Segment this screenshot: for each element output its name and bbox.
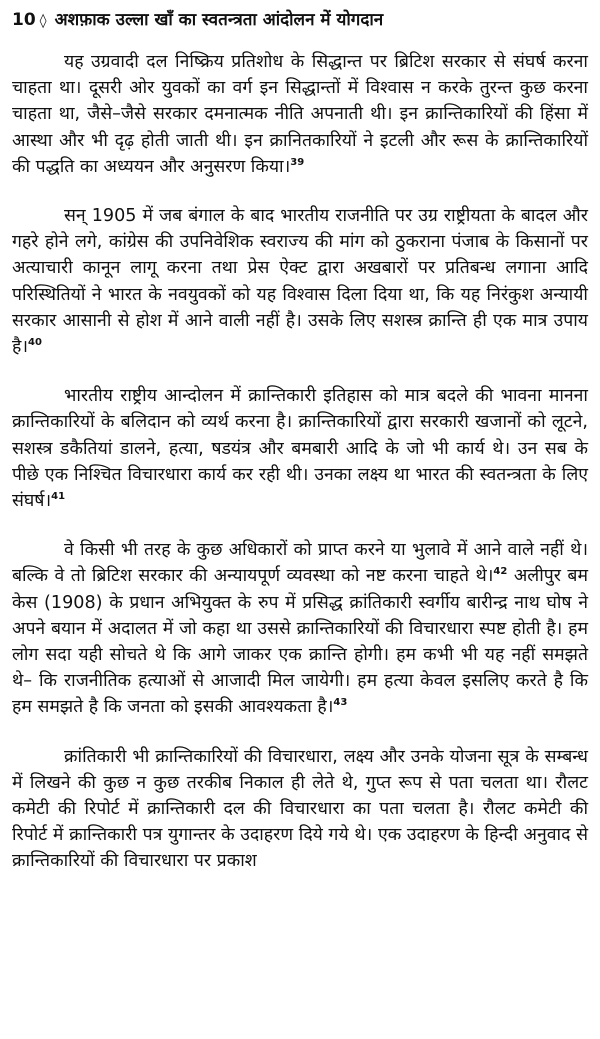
footnote-marker: 40 <box>28 337 42 349</box>
footnote-marker: 41 <box>51 491 66 503</box>
running-header <box>12 8 588 33</box>
paragraph-1: यह उग्रवादी दल निष्क्रिय प्रतिशोध के सिद्धान्त पर ब्रिटिश सरकार से संघर्ष करना चाहता था। दूसरी ओर युवकों का वर्ग इन सिद्धान्तों में विश्वास न करके तुरन्त कुछ करना चाहता था, जैसे–जैसे सरकार दमनात्मक नीति अपनाती थी। इन क्रान्तिकारियों की हिंसा में आस्था और भी दृढ़ होती जाती थी। इन क्रानितकारियों ने इटली और रूस के क्रान्तिकारियों की पद्धति का अध्ययन और अनुसरण किया।$^{39}$ <box>12 52 588 177</box>
running-title: अशफ़ाक उल्ला खाँ का स्वतन्त्रता आंदोलन में योगदान <box>54 10 384 30</box>
footnote-marker: 43 <box>333 697 348 709</box>
paragraph-5: क्रांतिकारी भी क्रान्तिकारियों की विचारधारा, लक्ष्य और उनके योजना सूत्र के सम्बन्ध में लिखने की कुछ न कुछ तरकीब निकाल ही लेते थे, गुप्त रूप से पता चलता था। रौलट कमेटी की रिपोर्ट में क्रान्तिकारी दल की विचारधारा का पता चलता है। रौलट कमेटी की रिपोर्ट में क्रान्तिकारी पत्र युगान्तर के उदाहरण दिये गये थे। एक उदाहरण के हिन्दी अनुवाद से क्रान्तिकारियों की विचारधारा पर प्रकाश <box>12 746 588 872</box>
paragraph-2: सन् 1905 में जब बंगाल के बाद भारतीय राजनीति पर उग्र राष्ट्रीयता के बादल और गहरे होने लगे, कांग्रेस की उपनिवेशिक स्वराज्य की मांग को ठुकराना पंजाब के किसानों पर अत्याचारी कानून लागू करना तथा प्रेस ऐक्ट द्वारा अखबारों पर प्रतिबन्ध लगाना आदि परिस्थितियों ने भारत के नवयुवकों को यह विश्वास दिला दिया था, कि यह निरंकुश अन्यायी सरकार आसानी से होश में आने वाली नहीं है। उसके लिए सशस्त्र क्रान्ति ही एक मात्र उपाय है।$^{40}$ <box>12 206 588 358</box>
paragraph-4: वे किसी भी तरह के कुछ अधिकारों को प्राप्त करने या भुलावे में आने वाले नहीं थे। बल्कि वे तो ब्रिटिश सरकार की अन्यायपूर्ण व्यवस्था को नष्ट करना चाहते थे।$^{42}$ अलीपुर बम केस (1908) के प्रधान अभियुक्त के रुप में प्रसिद्ध क्रांतिकारी स्वर्गीय बारीन्द्र नाथ घोष ने अपने बयान में अदालत में जो कहा था उससे क्रान्तिकारियों की विचारधारा स्पष्ट होती है। हम लोग सदा यही सोचते थे कि आगे जाकर एक क्रान्ति होगी। हम कभी भी यह नहीं समझते थे– कि राजनीतिक हत्याओं से आजादी मिल जायेगी। हम हत्या केवल इसलिए करते है कि हम समझते है कि जनता को इसकी आवश्यकता है।$^{43}$ <box>12 540 588 718</box>
page-number: 10 <box>12 10 36 30</box>
diamond-ornament-icon: ◊ <box>39 13 47 29</box>
paragraph-3: भारतीय राष्ट्रीय आन्दोलन में क्रान्तिकारी इतिहास को मात्र बदले की भावना मानना क्रान्तिकारियों के बलिदान को व्यर्थ करना है। क्रान्तिकारियों द्वारा सरकारी खजानों को लूटने, सशस्त्र डकैतियां डालने, हत्या, षडयंत्र और बमबारी आदि के जो भी कार्य थे। उन सब के पीछे एक निश्चित विचारधारा कार्य कर रही थी। उनका लक्ष्य था भारत की स्वतन्त्रता के लिए संघर्ष।$^{41}$ <box>12 386 588 512</box>
footnote-marker: 39 <box>290 156 305 168</box>
footnote-marker: 42 <box>493 566 508 578</box>
